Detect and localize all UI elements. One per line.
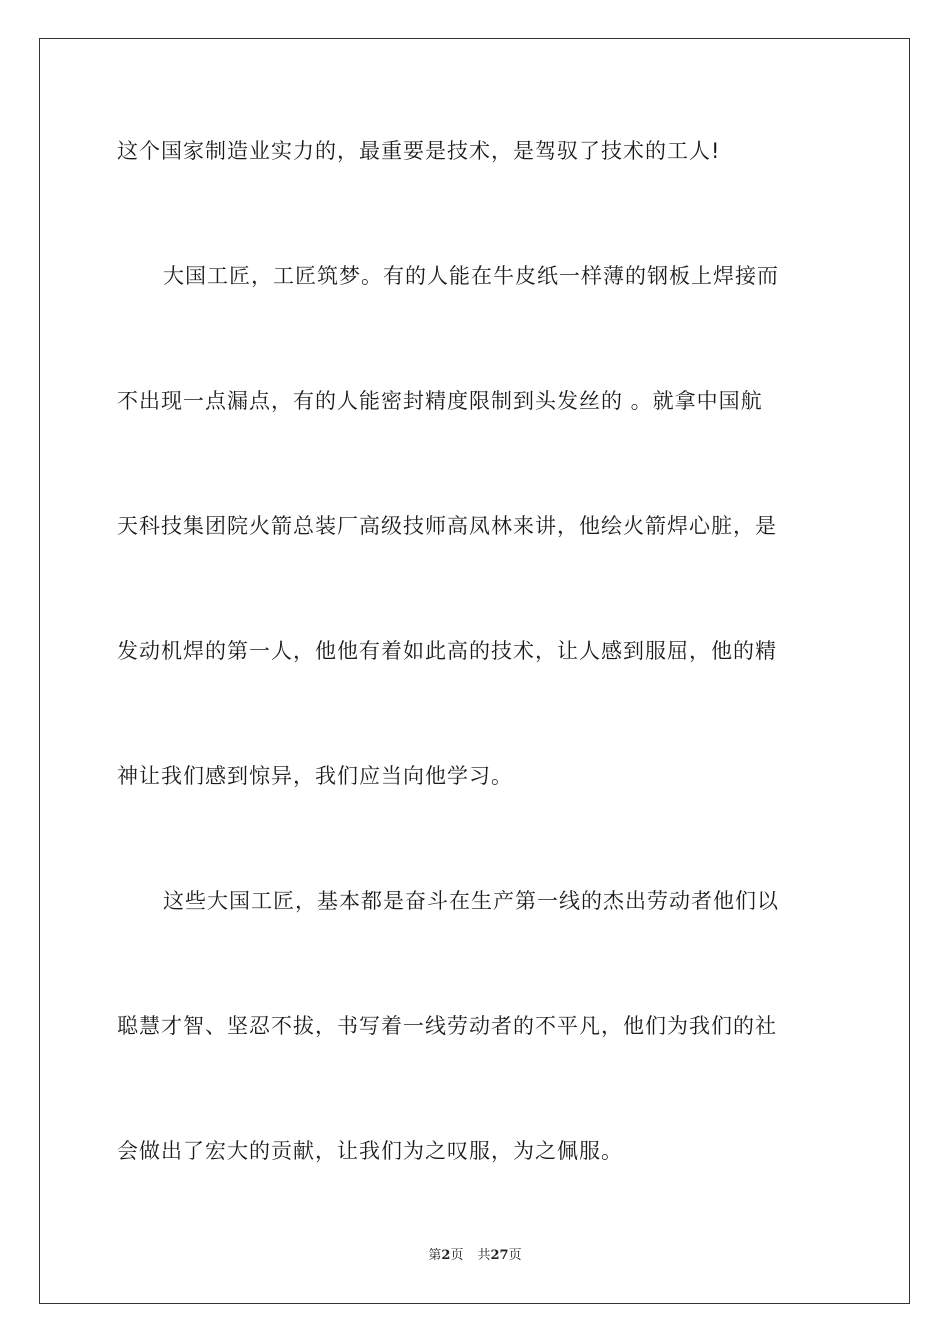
text-line-5: 发动机焊的第一人，他他有着如此高的技术，让人感到服屈，他的精 — [117, 639, 777, 663]
text-line-8: 聪慧才智、坚忍不拔，书写着一线劳动者的不平凡，他们为我们的社 — [117, 1014, 777, 1038]
footer-page-number: 2 — [441, 1248, 451, 1263]
footer-total-pages: 27 — [490, 1248, 509, 1263]
page-footer — [0, 1248, 950, 1264]
text-line-2: 大国工匠，工匠筑梦。有的人能在牛皮纸一样薄的钢板上焊接而 — [163, 264, 779, 288]
footer-total-prefix: 共 — [477, 1248, 491, 1263]
text-line-3: 不出现一点漏点，有的人能密封精度限制到头发丝的 。就拿中国航 — [117, 389, 763, 413]
text-line-6: 神让我们感到惊异，我们应当向他学习。 — [117, 764, 513, 788]
footer-page-suffix: 页 — [450, 1248, 464, 1263]
text-line-4: 天科技集团院火箭总装厂高级技师高凤林来讲，他绘火箭焊心脏，是 — [117, 514, 777, 538]
text-line-1: 这个国家制造业实力的，最重要是技术，是驾驭了技术的工人! — [117, 139, 721, 163]
footer-total-suffix: 页 — [508, 1248, 522, 1263]
footer-page-prefix: 第 — [428, 1248, 442, 1263]
page-border — [39, 38, 910, 1304]
text-line-9: 会做出了宏大的贡献，让我们为之叹服，为之佩服。 — [117, 1139, 623, 1163]
text-line-7: 这些大国工匠，基本都是奋斗在生产第一线的杰出劳动者他们以 — [163, 889, 779, 913]
